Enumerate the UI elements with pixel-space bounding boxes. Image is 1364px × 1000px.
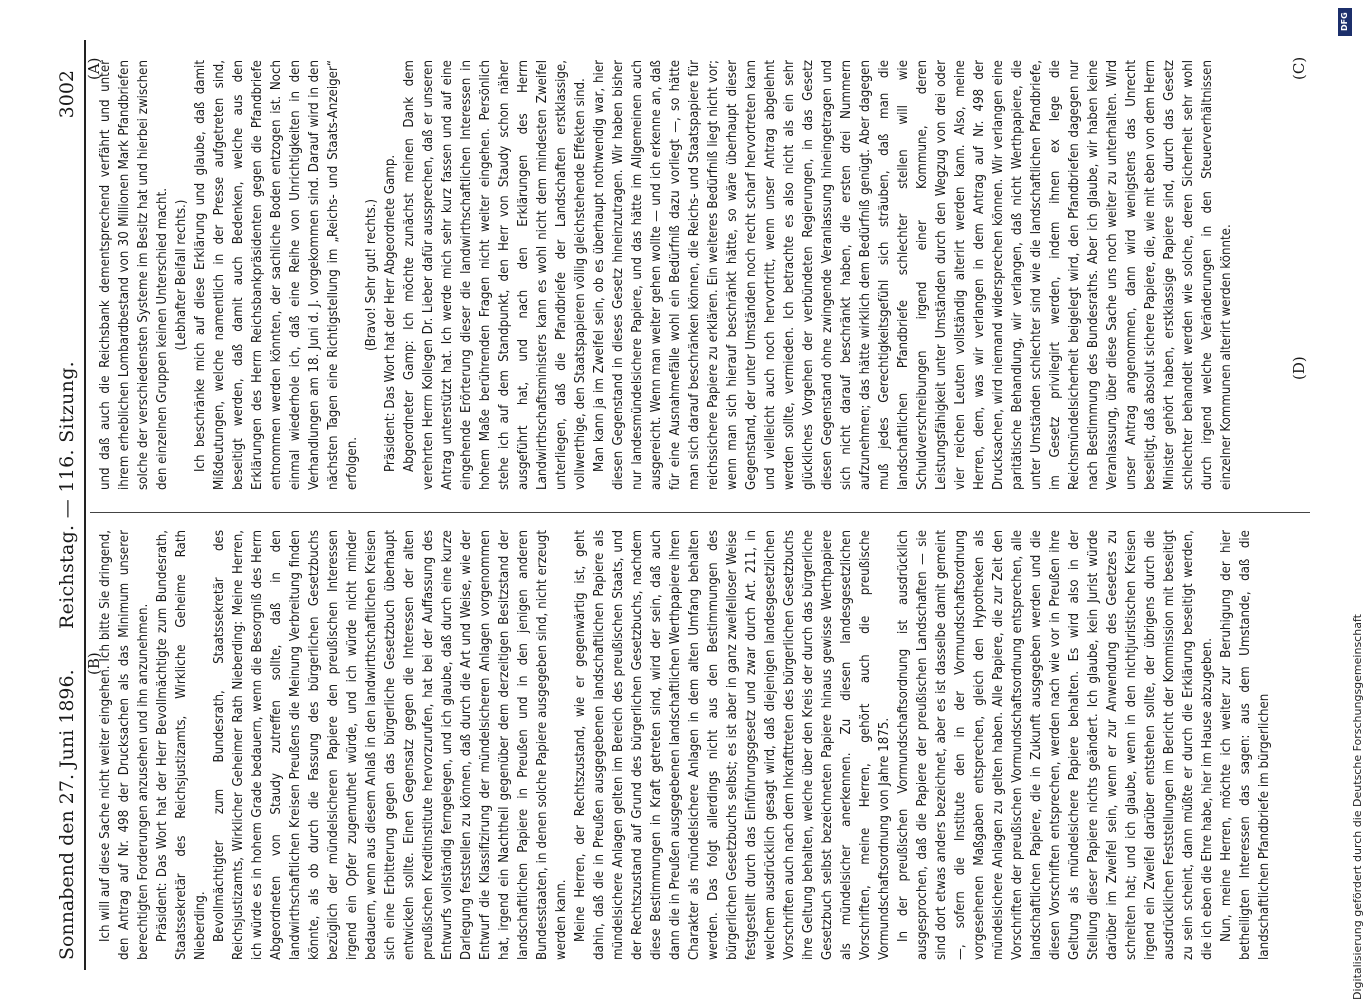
column-divider [90, 512, 1310, 513]
margin-mark-d: (D) [1290, 356, 1308, 380]
paragraph: In der preußischen Vormundschaftsordnung ist ausdrücklich ausgesprochen, daß die Papiere der preußischen Landschaften — sie sind dort etwas anders bezeichnet, aber es ist dasselbe damit gemeint —, sofern die Institute den in der Vormundschaftsordnung vorgesehenen Maßgaben entsprechen, gleich den Hypotheken als mündelsichere Anlagen zu gelten haben. Alle Papiere, die zur Zeit den Vorschriften der preußischen Vormundschaftsordnung entsprechen, alle landschaftlichen Papiere, die in Zukunft ausgegeben werden und die diesen Vorschriften entsprechen, werden nach wie vor in Preußen ihre Geltung als mündelsichere Papiere behalten. Es wird also in der Stellung dieser Papiere nichts geändert. Ich glaube, kein Jurist würde darüber im Zweifel sein, wenn er zur Anwendung des Gesetzes zu schreiten hat; und ich glaube, wenn in den nichtjuristischen Kreisen irgend ein Zweifel darüber entstehen sollte, der übrigens durch die ausdrücklichen Feststellungen im Bericht der Kommission mit beseitigt zu sein scheint, dann müßte er durch die Erklärung beseitigt werden, die ich eben die Ehre habe, hier im Hause abzugeben. [896, 530, 1215, 960]
left-column [96, 60, 1296, 490]
president-line: Präsident: Das Wort hat der Herr Bevollmächtigte zum Bundesrath, Staatssekretär des Reichsjustizamts, Wirkliche Geheime Rath Nieberding. [155, 530, 208, 960]
paragraph: Ich beschränke mich auf diese Erklärung und glaube, daß damit Mißdeutungen, welche namentlich in der Presse aufgetreten sind, beseitigt werden, daß damit auch Bedenken, welche aus den Erklärungen des Herrn Reichsbankpräsidenten gegen die Pfandbriefe entnommen werden könnten, der sachliche Boden entzogen ist. Noch einmal wiederhole ich, daß eine Reihe von Unrichtigkeiten in den Verhandlungen am 18. Juni d. J. vorgekommen sind. Darauf wird in den nächsten Tagen eine Richtigstellung im „Reichs- und Staats-Anzeiger“ erfolgen. [193, 60, 360, 490]
margin-mark-c: (C) [1290, 56, 1308, 80]
page-title: Reichstag. — 116. Sitzung. [56, 360, 78, 630]
president-line: Präsident: Das Wort hat der Herr Abgeordnete Gamp. [383, 154, 398, 472]
paragraph: Nun, meine Herren, möchte ich weiter zur Beruhigung der hier betheiligten Interessen das sagen: aus dem Umstande, daß die landschaftlichen Pfandbriefe im bürgerlichen [1219, 530, 1272, 960]
applause-note: (Bravo! Sehr gut! rechts.) [364, 198, 379, 352]
paragraph: Bevollmächtigter zum Bundesrath, Staatssekretär des Reichsjustizamts, Wirklicher Geheimer Rath Nieberding: Meine Herren, ich würde es in hohem Grade bedauern, wenn die Besorgniß des Herrn Abgeordneten von Staudy zutreffen sollte, daß in den landwirthschaftlichen Kreisen Preußens die Meinung Verbreitung finden könnte, als ob durch die Fassung des bürgerlichen Gesetzbuchs bezüglich der mündelsicheren Papiere den preußischen Interessen irgend ein Opfer zugemuthet würde, und ich würde nicht minder bedauern, wenn aus diesem Anlaß in den landwirthschaftlichen Kreisen sich eine Erbitterung gegen das bürgerliche Gesetzbuch überhaupt entwickeln sollte. Einen Gegensatz gegen die Interessen der alten preußischen Kreditinstitute hervorzurufen, hat bei der Auffassung des Entwurfs vollständig ferngelegen, und ich glaube, daß durch eine kurze Darlegung feststellen zu können, daß durch die Art und Weise, wie der Entwurf die Klassifizirung der mündelsicheren Anlagen vorgenommen hat, irgend ein Nachtheil gegenüber dem derzeitigen Besitzstand der landschaftlichen Papiere in Preußen und in den jenigen anderen Bundesstaaten, in denen solche Papiere ausgegeben sind, nicht erzeugt werden kann. [212, 530, 569, 960]
page-number: 3002 [56, 70, 78, 119]
paragraph: und daß auch die Reichsbank dementsprechend verfährt und unter ihrem erheblichen Lombardbestand von 30 Millionen Mark Pfandbriefen solche der verschiedensten Systeme im Besitz hat und hierbei zwischen den einzelnen Gruppen keinen Unterschied macht. [98, 60, 170, 490]
applause-note: (Lebhafter Beifall rechts.) [174, 199, 189, 351]
header-rule [84, 40, 86, 970]
funding-note: Digitalisierung gefördert durch die Deutsche Forschungsgemeinschaft [1351, 614, 1364, 1000]
margin-mark-b: (B) [85, 652, 103, 675]
paragraph: Abgeordneter Gamp: Ich möchte zunächst meinen Dank dem verehrten Herrn Kollegen Dr. Lieber dafür aussprechen, daß er unseren Antrag unterstützt hat. Ich werde mich sehr kurz fassen und auf eine eingehende Erörterung dieser die landwirthschaftlichen Interessen in hohem Maße berührenden Fragen nicht weiter eingehen. Persönlich stehe ich auf dem Standpunkt, den Herr von Staudy schon näher ausgeführt hat, und nach den Erklärungen des Herrn Landwirthschaftsministers kann es wohl nicht dem mindesten Zweifel unterliegen, daß die Pfandbriefe der Landschaften erstklassige, vollwerthige, den Staatspapieren völlig gleichstehende Effekten sind. [402, 60, 588, 490]
margin-mark-a: (A) [85, 57, 103, 80]
paragraph: Ich will auf diese Sache nicht weiter eingehen. Ich bitte Sie dringend, den Antrag auf Nr. 498 der Drucksachen als das Minimum unserer berechtigten Forderungen anzusehen und ihn anzunehmen. [98, 530, 151, 960]
right-column [96, 530, 1296, 960]
paragraph: Meine Herren, der Rechtszustand, wie er gegenwärtig ist, geht dahin, daß die in Preußen ausgegebenen landschaftlichen Papiere als mündelsichere Anlagen gelten im Bereich des preußischen Staats, und der Rechtszustand auf Grund des bürgerlichen Gesetzbuchs, nachdem diese Bestimmungen in Kraft getreten sind, wird der sein, daß auch dann die in Preußen ausgegebenen landschaftlichen Werthpapiere ihren Charakter als mündelsichere Anlagen in dem alten Umfang behalten werden. Das folgt allerdings nicht aus den Bestimmungen des bürgerlichen Gesetzbuchs selbst; es ist aber in ganz zweifelloser Weise festgestellt durch das Einführungsgesetz und zwar durch Art. 211, in welchem ausdrücklich gesagt wird, daß diejenigen landesgesetzlichen Vorschriften auch nach dem Inkrafttreten des bürgerlichen Gesetzbuchs ihre Geltung behalten, welche über den Kreis der durch das bürgerliche Gesetzbuch selbst bezeichneten Papiere hinaus gewisse Werthpapiere als mündelsicher anerkennen. Zu diesen landesgesetzlichen Vorschriften, meine Herren, gehört auch die preußische Vormundschaftsordnung von Jahre 1875. [573, 530, 892, 960]
paragraph: Man kann ja im Zweifel sein, ob es überhaupt nothwendig war, hier diesen Gegenstand in dieses Gesetz hineinzutragen. Wir haben bisher nur landesmündelsichere Papiere, und das hätte im Allgemeinen auch ausgereicht. Wenn man weiter gehen wollte — und ich erkenne an, daß für eine Ausnahmefälle wohl ein Bedürfniß dazu vorliegt —, so hätte man sich darauf beschränken können, die Reichs- und Staatspapiere für reichssichere Papiere zu erklären. Ein weiteres Bedürfniß liegt nicht vor; wenn man sich hierauf beschränkt hätte, so wäre überhaupt dieser Gegenstand, der unter Umständen noch recht scharf hervortreten kann und vielleicht auch noch hervortritt, wenn unser Antrag abgelehnt werden sollte, vermieden. Ich betrachte es also nicht als ein sehr glückliches Vorgehen der verbündeten Regierungen, in das Gesetz diesen Gegenstand ohne zwingende Veranlassung hineingetragen und sich nicht darauf beschränkt haben, die ersten drei Nummern aufzunehmen; das hätte wirklich dem Bedürfniß genügt. Aber dagegen muß jedes Gerechtigkeitsgefühl sich sträuben, daß man die landschaftlichen Pfandbriefe schlechter stellen will wie Schuldverschreibungen irgend einer Kommune, deren Leistungsfähigkeit unter Umständen durch den Wegzug von drei oder vier reichen Leuten vollständig alterirt werden kann. Also, meine Herren, dem, was wir verlangen in dem Antrag auf Nr. 498 der Drucksachen, wird niemand widersprechen können. Wir verlangen eine paritätische Behandlung, wir verlangen, daß nicht Werthpapiere, die unter Umständen schlechter sind wie die landschaftlichen Pfandbriefe, im Gesetz privilegirt werden, indem ihnen ex lege die Reichsmündelsicherheit beigelegt wird, den Pfandbriefen dagegen nur nach Bestimmung des Bundesraths. Aber ich glaube, wir haben keine Veranlassung, über diese Sache uns noch weiter zu unterhalten. Wird unser Antrag angenommen, dann wird wenigstens das Unrecht beseitigt, daß absolut sichere Papiere, die, wie mit eben von dem Herrn Minister gehört haben, erstklassige Papiere sind, durch das Gesetz schlechter behandelt werden wie solche, deren Sicherheit sehr wohl durch irgend welche Veränderungen in den Steuerverhältnissen einzelner Kommunen alterirt werden könnte. [592, 60, 1234, 490]
dfg-logo: DFG [1338, 8, 1352, 36]
page-date: Sonnabend den 27. Juni 1896. [56, 669, 78, 960]
